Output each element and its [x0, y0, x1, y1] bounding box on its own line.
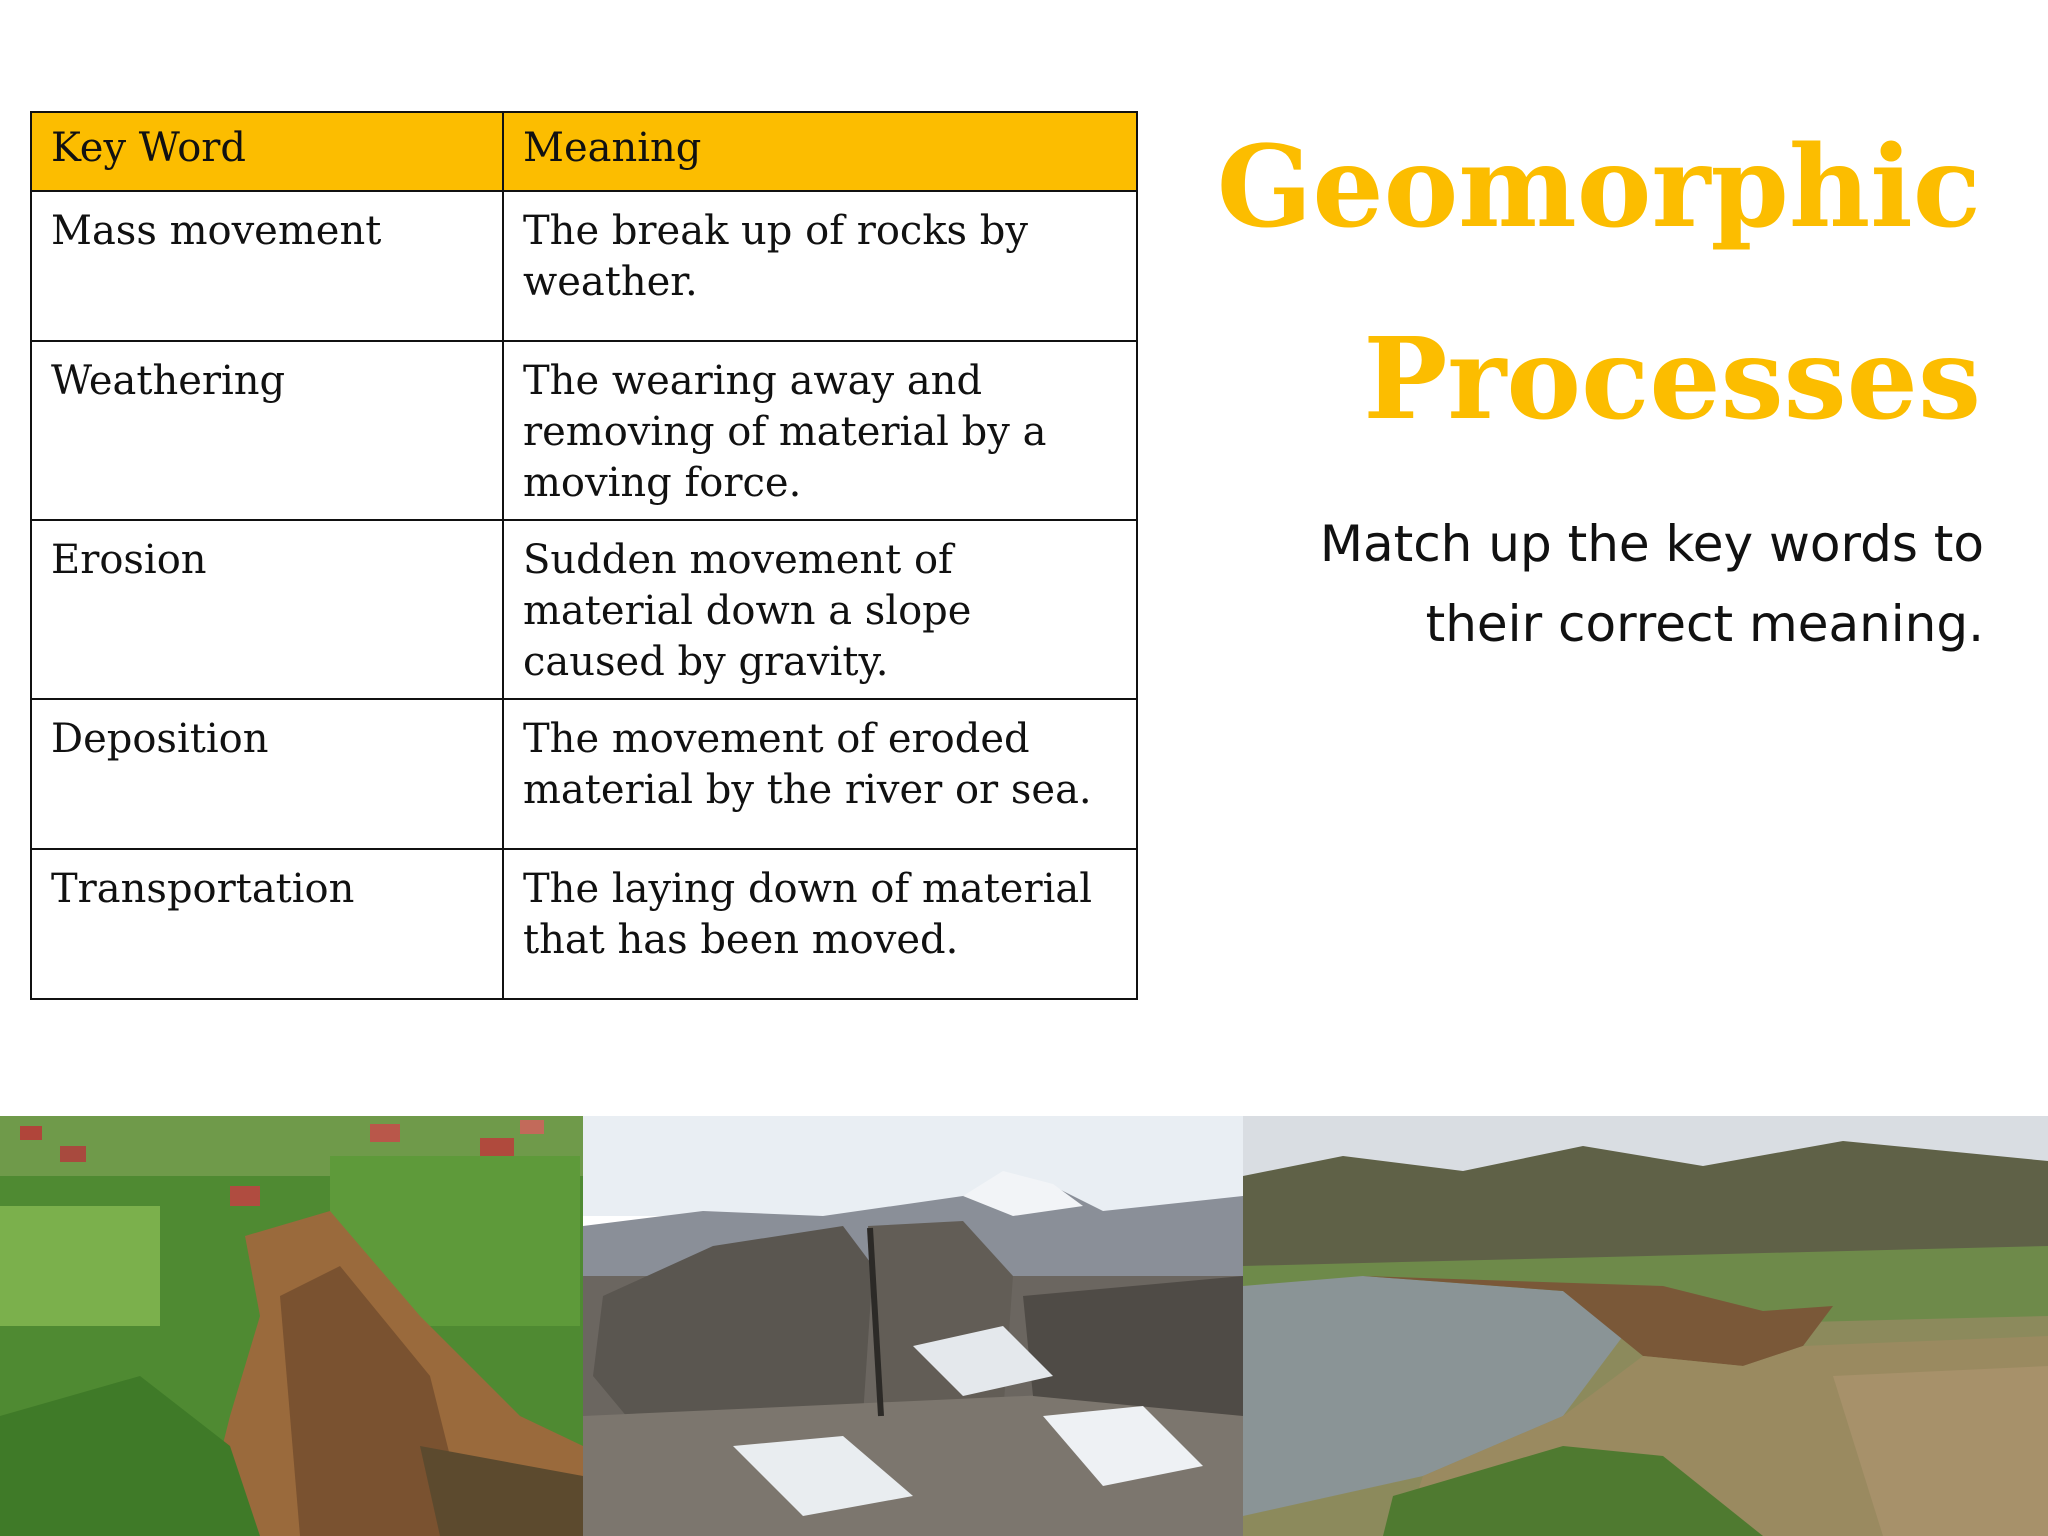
table-row: [31, 341, 1137, 520]
meaning-line: caused by gravity.: [523, 639, 889, 685]
meaning-cell: [503, 191, 1137, 341]
meaning-line: weather.: [523, 259, 698, 305]
table-row: [31, 849, 1137, 999]
slide-title: [1101, 92, 1981, 476]
meaning-line: The laying down of material: [523, 866, 1093, 912]
meaning-line: material down a slope: [523, 588, 972, 634]
table-row: [31, 520, 1137, 699]
key-word-cell: Mass movement: [31, 191, 503, 341]
meaning-cell: [503, 341, 1137, 520]
table-header-row: [31, 112, 1137, 191]
instructions-text: [1224, 504, 1984, 664]
landslide-photo: [0, 1116, 583, 1536]
river-bank-photo: [1243, 1116, 2048, 1536]
meaning-line: The wearing away and: [523, 358, 983, 404]
meaning-line: that has been moved.: [523, 917, 959, 963]
header-meaning: Meaning: [503, 112, 1137, 191]
key-word-cell: Weathering: [31, 341, 503, 520]
key-word-cell: Deposition: [31, 699, 503, 849]
meaning-line: Sudden movement of: [523, 537, 953, 583]
key-word-cell: Transportation: [31, 849, 503, 999]
title-line: Geomorphic: [1216, 122, 1981, 253]
instructions-line: their correct meaning.: [1425, 595, 1984, 653]
meaning-line: material by the river or sea.: [523, 767, 1092, 813]
instructions-line: Match up the key words to: [1319, 515, 1984, 573]
meaning-line: moving force.: [523, 460, 802, 506]
meaning-cell: [503, 520, 1137, 699]
key-word-cell: Erosion: [31, 520, 503, 699]
meaning-line: The break up of rocks by: [523, 208, 1028, 254]
keyword-table: [30, 111, 1138, 1000]
meaning-line: removing of material by a: [523, 409, 1047, 455]
split-rock-photo: [583, 1116, 1243, 1536]
title-line: Processes: [1363, 314, 1981, 445]
meaning-cell: [503, 699, 1137, 849]
meaning-line: The movement of eroded: [523, 716, 1030, 762]
table-row: [31, 699, 1137, 849]
header-key-word: Key Word: [31, 112, 503, 191]
meaning-cell: [503, 849, 1137, 999]
table-row: [31, 191, 1137, 341]
